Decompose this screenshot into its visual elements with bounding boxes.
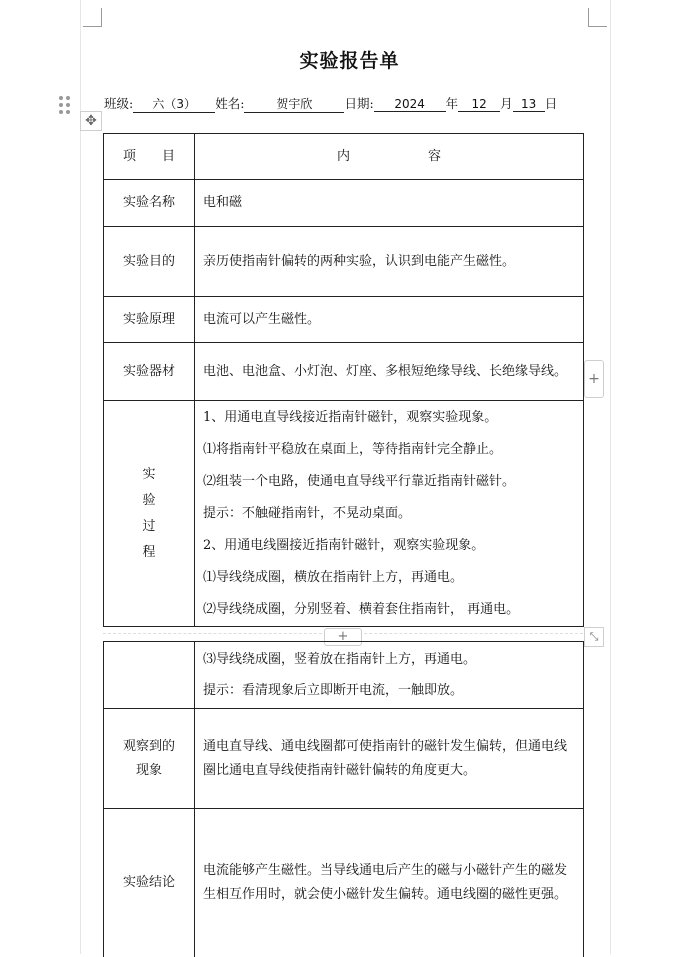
date-month: 12 (458, 97, 500, 112)
process-line: 提示：不触碰指南针，不晃动桌面。 (203, 505, 412, 521)
process-line: ⑵导线绕成圈，分别竖着、横着套住指南针， 再通电。 (203, 601, 520, 617)
add-row-button[interactable]: + (324, 628, 362, 646)
process-line: ⑶导线绕成圈，竖着放在指南针上方，再通电。 (203, 651, 477, 667)
add-column-button[interactable]: + (584, 360, 604, 398)
table-row (104, 297, 584, 343)
month-unit: 月 (500, 96, 513, 111)
process-line: ⑴将指南针平稳放在桌面上，等待指南针完全静止。 (203, 441, 503, 457)
row-label-principle[interactable]: 实验原理 (104, 297, 195, 343)
header-content-cell[interactable]: 内 容 (195, 134, 584, 180)
process-line: 2、用通电线圈接近指南针磁针，观察实验现象。 (203, 537, 485, 553)
day-unit: 日 (544, 96, 558, 111)
page-corner-marker-left (83, 8, 102, 27)
row-content-process[interactable] (195, 401, 584, 627)
process-line: 1、用通电直导线接近指南针磁针，观察实验现象。 (203, 409, 498, 425)
header-item-cell[interactable]: 项 目 (104, 134, 195, 180)
row-label-process[interactable] (104, 401, 195, 627)
table-row (104, 809, 584, 957)
table-row (104, 180, 584, 227)
row-label-experiment-name[interactable]: 实验名称 (104, 180, 195, 227)
class-value: 六（3） (133, 95, 215, 113)
date-day: 13 (513, 97, 545, 112)
report-table (103, 133, 584, 627)
row-content-principle[interactable]: 电流可以产生磁性。 (195, 297, 584, 343)
name-label: 姓名: (215, 96, 245, 111)
row-label-equipment[interactable]: 实验器材 (104, 343, 195, 401)
row-label-process-continued[interactable] (104, 642, 195, 709)
process-label-char: 验 (142, 492, 156, 508)
observation-label-line: 现象 (135, 762, 162, 778)
date-year: 2024 (374, 97, 446, 112)
report-info-line (104, 94, 557, 113)
row-content-observation[interactable]: 通电直导线、通电线圈都可使指南针的磁针发生偏转，但通电线圈比通电直导线使指南针磁针偏转的角度更大。 (195, 709, 584, 809)
row-content-experiment-name[interactable]: 电和磁 (195, 180, 584, 227)
observation-label-line: 观察到的 (122, 738, 175, 754)
process-label-char: 过 (142, 518, 156, 534)
year-unit: 年 (445, 96, 459, 111)
row-label-purpose[interactable]: 实验目的 (104, 227, 195, 297)
class-label: 班级: (104, 96, 134, 111)
row-content-equipment[interactable]: 电池、电池盒、小灯泡、灯座、多根短绝缘导线、长绝缘导线。 (195, 343, 584, 401)
page-edge-left (80, 0, 81, 954)
table-row-process-continued (104, 642, 584, 709)
drag-handle-icon[interactable] (59, 96, 71, 114)
process-line: 提示：看清现象后立即断开电流，一触即放。 (203, 682, 464, 698)
table-row-process (104, 401, 584, 627)
row-label-conclusion[interactable]: 实验结论 (104, 809, 195, 957)
table-header-row (104, 134, 584, 180)
date-label: 日期: (344, 96, 374, 111)
table-resize-icon[interactable]: ⤡ (584, 627, 604, 647)
process-line: ⑵组装一个电路，使通电直导线平行靠近指南针磁针。 (203, 473, 516, 489)
row-content-process-continued[interactable] (195, 642, 584, 709)
document-title: 实验报告单 (299, 50, 400, 72)
page-edge-right (610, 0, 611, 954)
name-value: 贺宇欣 (244, 95, 344, 113)
table-row (104, 343, 584, 401)
process-label-char: 程 (142, 544, 156, 560)
process-line: ⑴导线绕成圈，横放在指南针上方，再通电。 (203, 569, 464, 585)
table-row (104, 709, 584, 809)
table-move-icon[interactable]: ✥ (80, 111, 102, 131)
page-corner-marker-right (588, 8, 607, 27)
row-content-purpose[interactable]: 亲历使指南针偏转的两种实验，认识到电能产生磁性。 (195, 227, 584, 297)
report-table-continued (103, 641, 584, 957)
row-label-observation[interactable] (104, 709, 195, 809)
row-content-conclusion[interactable]: 电流能够产生磁性。当导线通电后产生的磁与小磁针产生的磁发生相互作用时，就会使小磁针发生偏转。通电线圈的磁性更强。 (195, 809, 584, 957)
process-label-char: 实 (142, 466, 156, 482)
table-row (104, 227, 584, 297)
